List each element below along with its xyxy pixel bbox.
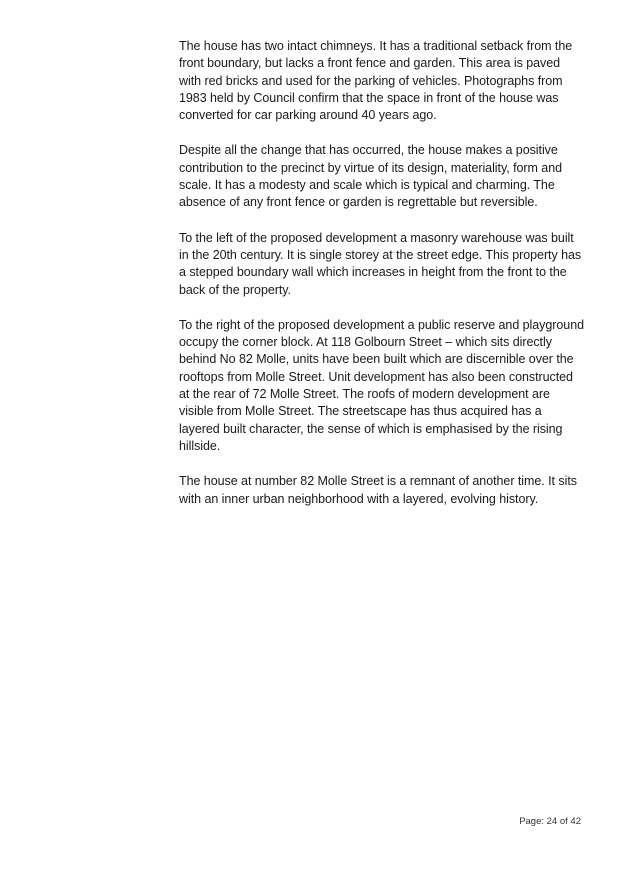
paragraph-chimneys-setback: The house has two intact chimneys. It has a traditional setback from the front boundary, but lacks a front fence and garden. This area is paved with red bricks and used for the parking of vehicles. Photographs from 1983 held by Council confirm that the space in front of the house was converted for car parking around 40 years ago.	[179, 39, 573, 123]
paragraph-left-warehouse: To the left of the proposed development a masonry warehouse was built in the 20th century. It is single storey at the street edge. This property has a stepped boundary wall which increases in height from the front to the back of the property.	[179, 230, 582, 297]
paragraph-right-reserve: To the right of the proposed development a public reserve and playground occupy the corner block. At 118 Golbourn Street – which sits directly behind No 82 Molle, units have been built which are discernible over the rooftops from Molle Street. Unit development has also been constructed at the rear of 72 Molle Street. The roofs of modern development are visible from Molle Street. The streetscape has thus acquired has a layered built character, the sense of which is emphasised by the rising hillside.	[179, 317, 585, 453]
paragraph-remnant: The house at number 82 Molle Street is a remnant of another time. It sits with an inner urban neighborhood with a layered, evolving history.	[179, 474, 577, 506]
body-text	[179, 38, 585, 526]
page-number: Page: 24 of 42	[519, 816, 581, 827]
paragraph-positive-contribution: Despite all the change that has occurred, the house makes a positive contribution to the precinct by virtue of its design, materiality, form and scale. It has a modesty and scale which is typical and charming. The absence of any front fence or garden is regrettable but reversible.	[179, 143, 563, 210]
